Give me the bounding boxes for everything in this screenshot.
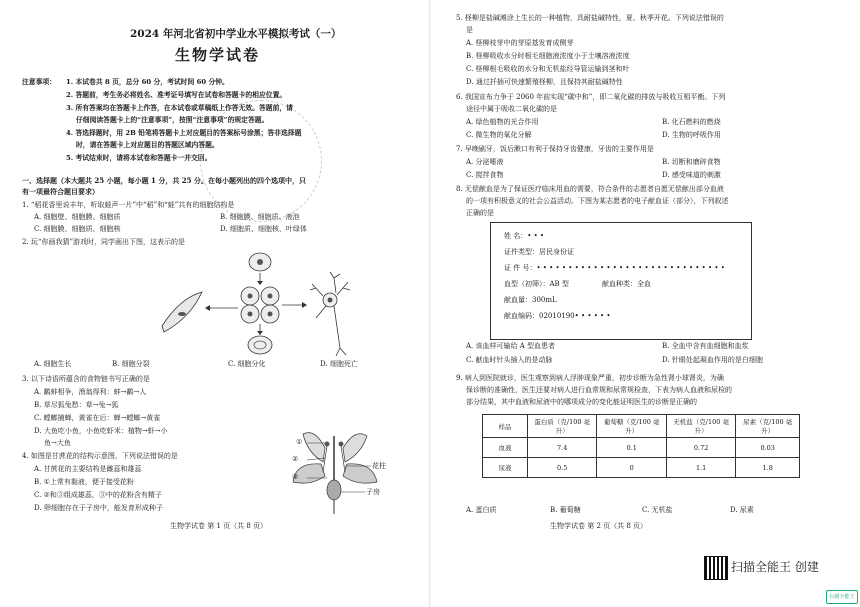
note-line: 仔细阅读答题卡上的“注意事项”，按照“注意事项”的规定答题。 (76, 116, 269, 124)
note-line: 时，请在答题卡上对应题目的答题区域内答题。 (76, 141, 219, 149)
q4-stem: 4. 如图是甘蔗花的结构示意图，下列说法错误的是 (22, 452, 178, 460)
section-heading: 一、选择题（本大题共 25 小题，每小题 1 分，共 25 分。在每小题列出的四个选项中，只 (22, 176, 306, 185)
test-results-table (482, 414, 800, 478)
q9-stem-cont: 保诊断的准确性，医生还要对病人进行血常规和尿常规检查，下表为病人血液和尿检的 (466, 386, 732, 394)
table-cell: 1.8 (736, 458, 800, 478)
q5-option-a: A. 柽柳枝芽中的芽原基发育成侧芽 (466, 39, 574, 47)
q2-option-a: A. 细胞生长 (34, 360, 72, 368)
q4-option-a: A. 甘蔗花的主要结构是雌蕊和雄蕊 (34, 465, 142, 473)
table-cell: 0 (597, 458, 666, 478)
scanner-badge: 扫描全能王 (826, 590, 858, 604)
q2-option-d: D. 细胞死亡 (320, 360, 358, 368)
right-page-footer: 生物学试卷 第 2 页（共 8 页） (550, 522, 648, 530)
q3-option-b: B. 草尽狐兔愁：草→兔→狐 (34, 401, 119, 409)
q8-stem-cont: 的一项有积极意义的社会公益活动。下图为某志愿者的电子献血证（部分），下列叙述 (466, 197, 729, 205)
fig-label-1: ① (296, 438, 303, 446)
q8-option-c: C. 献血时针头插入的是动脉 (466, 356, 553, 364)
q5-stem: 5. 柽柳是盐碱滩涂上生长的一种植物，具耐盐碱特性，夏、秋季开花。下列说法错误的 (456, 14, 724, 22)
q3-option-c: C. 螳螂捕蝉，黄雀在后：蝉→螳螂→黄雀 (34, 414, 161, 422)
table-cell: 血液 (483, 438, 528, 458)
q6-option-b: B. 化石燃料的燃烧 (662, 118, 721, 126)
q2-option-c: C. 细胞分化 (228, 360, 266, 368)
note-line: 3. 所有答案均在答题卡上作答，在本试卷或草稿纸上作答无效。答题前，请 (66, 104, 293, 112)
q7-option-a: A. 分泌唾液 (466, 158, 504, 166)
qr-code-icon (704, 556, 728, 580)
q9-stem: 9. 病人到医院就诊，医生观察到病人浮肿现象严重，初步诊断为急性肾小球肾炎，为确 (456, 374, 724, 382)
exam-title: 2024 年河北省初中学业水平模拟考试（一） (130, 28, 342, 40)
q8-option-b: B. 全血中含有血细胞和血浆 (662, 342, 749, 350)
table-header-cell: 葡萄糖（克/100 毫升） (597, 415, 666, 438)
table-cell: 0.5 (528, 458, 597, 478)
table-header-cell: 蛋白质（克/100 毫升） (528, 415, 597, 438)
card-id-number: 证 件 号：• • • • • • • • • • • • • • • • • • • • • • • • • • • • • • (504, 264, 725, 272)
q8-stem-cont2: 正确的是 (466, 209, 494, 217)
q1-option-c: C. 细胞膜、细胞质、细胞核 (34, 225, 121, 233)
table-cell: 尿液 (483, 458, 528, 478)
q4-option-b: B. ①上常有黏液，便于接受花粉 (34, 478, 134, 486)
cell-change-figure (150, 248, 360, 360)
table-cell: 0.03 (736, 438, 800, 458)
q8-option-a: A. 该血样可输给 A 型血患者 (466, 342, 556, 350)
q6-option-d: D. 生物的呼吸作用 (662, 131, 721, 139)
note-line: 1. 本试卷共 8 页，总分 60 分，考试时间 60 分钟。 (66, 78, 229, 86)
q9-option-d: D. 尿素 (730, 506, 754, 514)
card-amount: 献血量：300mL (504, 296, 557, 304)
q1-option-a: A. 细胞壁、细胞膜、细胞质 (34, 213, 121, 221)
card-id-type: 证件类型：居民身份证 (504, 248, 574, 256)
card-donation-kind: 献血种类：全血 (602, 280, 651, 288)
scanner-watermark: 扫描全能王 创建 (731, 560, 819, 574)
q5-option-d: D. 通过扦插可快速繁殖柽柳，且保持其耐盐碱特性 (466, 78, 623, 86)
table-header-cell: 尿素（克/100 毫升） (736, 415, 800, 438)
blood-cell-icon (248, 336, 272, 354)
table-row (483, 438, 800, 458)
q4-option-c: C. ②和③组成雄蕊，③中的花粉含有精子 (34, 491, 162, 499)
four-cell-cluster-icon (241, 287, 279, 323)
card-name: 姓 名：• • • (504, 232, 545, 240)
q7-stem: 7. 早晚刷牙，饭后漱口有利于保持牙齿健康，牙齿的主要作用是 (456, 145, 654, 153)
note-line: 2. 答题前，考生务必将姓名、准考证号填写在试卷和答题卡的相应位置。 (66, 91, 287, 99)
neuron-cell-icon (310, 272, 350, 356)
q9-stem-cont2: 部分结果，其中血液和尿液中的哪项成分的变化能证明医生的诊断是正确的 (466, 398, 697, 406)
card-blood-type: 血型（初筛）：AB 型 (504, 280, 569, 288)
note-line: 4. 答选择题时，用 2B 铅笔将答题卡上对应题目的答案标号涂黑；答非选择题 (66, 129, 302, 137)
q1-stem: 1. “稻花香里说丰年，听取蛙声一片”中“稻”和“蛙”共有的细胞结构是 (22, 201, 235, 209)
q3-option-d-cont: 鱼→大鱼 (44, 439, 71, 447)
q2-option-b: B. 细胞分裂 (112, 360, 150, 368)
q6-option-a: A. 绿色植物的光合作用 (466, 118, 539, 126)
q7-option-d: D. 感受味道的刺激 (662, 171, 721, 179)
q9-option-c: C. 无机盐 (642, 506, 673, 514)
q7-option-b: B. 切断和磨碎食物 (662, 158, 721, 166)
q6-stem: 6. 我国宣布力争于 2060 年前实现“碳中和”，即二氧化碳的排放与吸收互相平衡。下列 (456, 93, 726, 101)
q9-option-a: A. 蛋白质 (466, 506, 497, 514)
right-page (430, 0, 860, 607)
subject-title: 生物学试卷 (175, 46, 261, 64)
q3-stem: 3. 以下诗语所蕴含的食物链书写正确的是 (22, 375, 150, 383)
q6-option-c: C. 微生物的氧化分解 (466, 131, 532, 139)
q3-option-d: D. 大鱼吃小鱼，小鱼吃虾米：植物→虾→小 (34, 427, 168, 435)
q1-option-d: D. 细胞质、细胞核、叶绿体 (220, 225, 307, 233)
q8-option-d: D. 针眼处起凝血作用的是白细胞 (662, 356, 763, 364)
q5-option-b: B. 柽柳吸收水分时根毛细胞液浓度小于土壤溶液浓度 (466, 52, 630, 60)
table-cell: 0.1 (597, 438, 666, 458)
table-cell: 1.1 (666, 458, 735, 478)
q9-option-b: B. 葡萄糖 (550, 506, 581, 514)
table-header-cell: 样品 (483, 415, 528, 438)
q6-stem-cont: 途径中属于吸收二氧化碳的是 (466, 105, 557, 113)
fig-label-style: 花柱 (372, 462, 386, 470)
q5-stem-cont: 是 (466, 26, 473, 34)
table-header-cell: 无机盐（克/100 毫升） (666, 415, 735, 438)
q7-option-c: C. 搅拌食物 (466, 171, 504, 179)
left-page-footer: 生物学试卷 第 1 页（共 8 页） (170, 522, 268, 530)
section-heading-cont: 有一项最符合题目要求） (22, 187, 99, 196)
table-header-row (483, 415, 800, 438)
q8-stem: 8. 无偿献血是为了保证医疗临床用血的需要，符合条件的志愿者自愿无偿献出部分血液 (456, 185, 724, 193)
q4-option-d: D. 卵细胞存在于子房中，能发育形成种子 (34, 504, 163, 512)
fig-label-ovary: 子房 (366, 488, 380, 496)
note-line: 5. 考试结束时，请将本试卷和答题卡一并交回。 (66, 154, 212, 162)
fig-label-2: ② (292, 455, 299, 463)
q2-stem: 2. 玩“你画我猜”游戏时，同学画出下图，这表示的是 (22, 238, 186, 246)
table-cell: 7.4 (528, 438, 597, 458)
card-code: 献血编码：02010190• • • • • • (504, 312, 611, 320)
notes-label: 注意事项： (22, 78, 56, 86)
fig-label-3: ③ (292, 473, 299, 481)
table-row (483, 458, 800, 478)
q3-option-a: A. 鹬蚌相争，渔翁得利：蚌→鹬→人 (34, 388, 147, 396)
q5-option-c: C. 柽柳根毛吸收的水分和无机盐经导管运输到茎和叶 (466, 65, 630, 73)
table-cell: 0.72 (666, 438, 735, 458)
q1-option-b: B. 细胞膜、细胞质、液泡 (220, 213, 300, 221)
